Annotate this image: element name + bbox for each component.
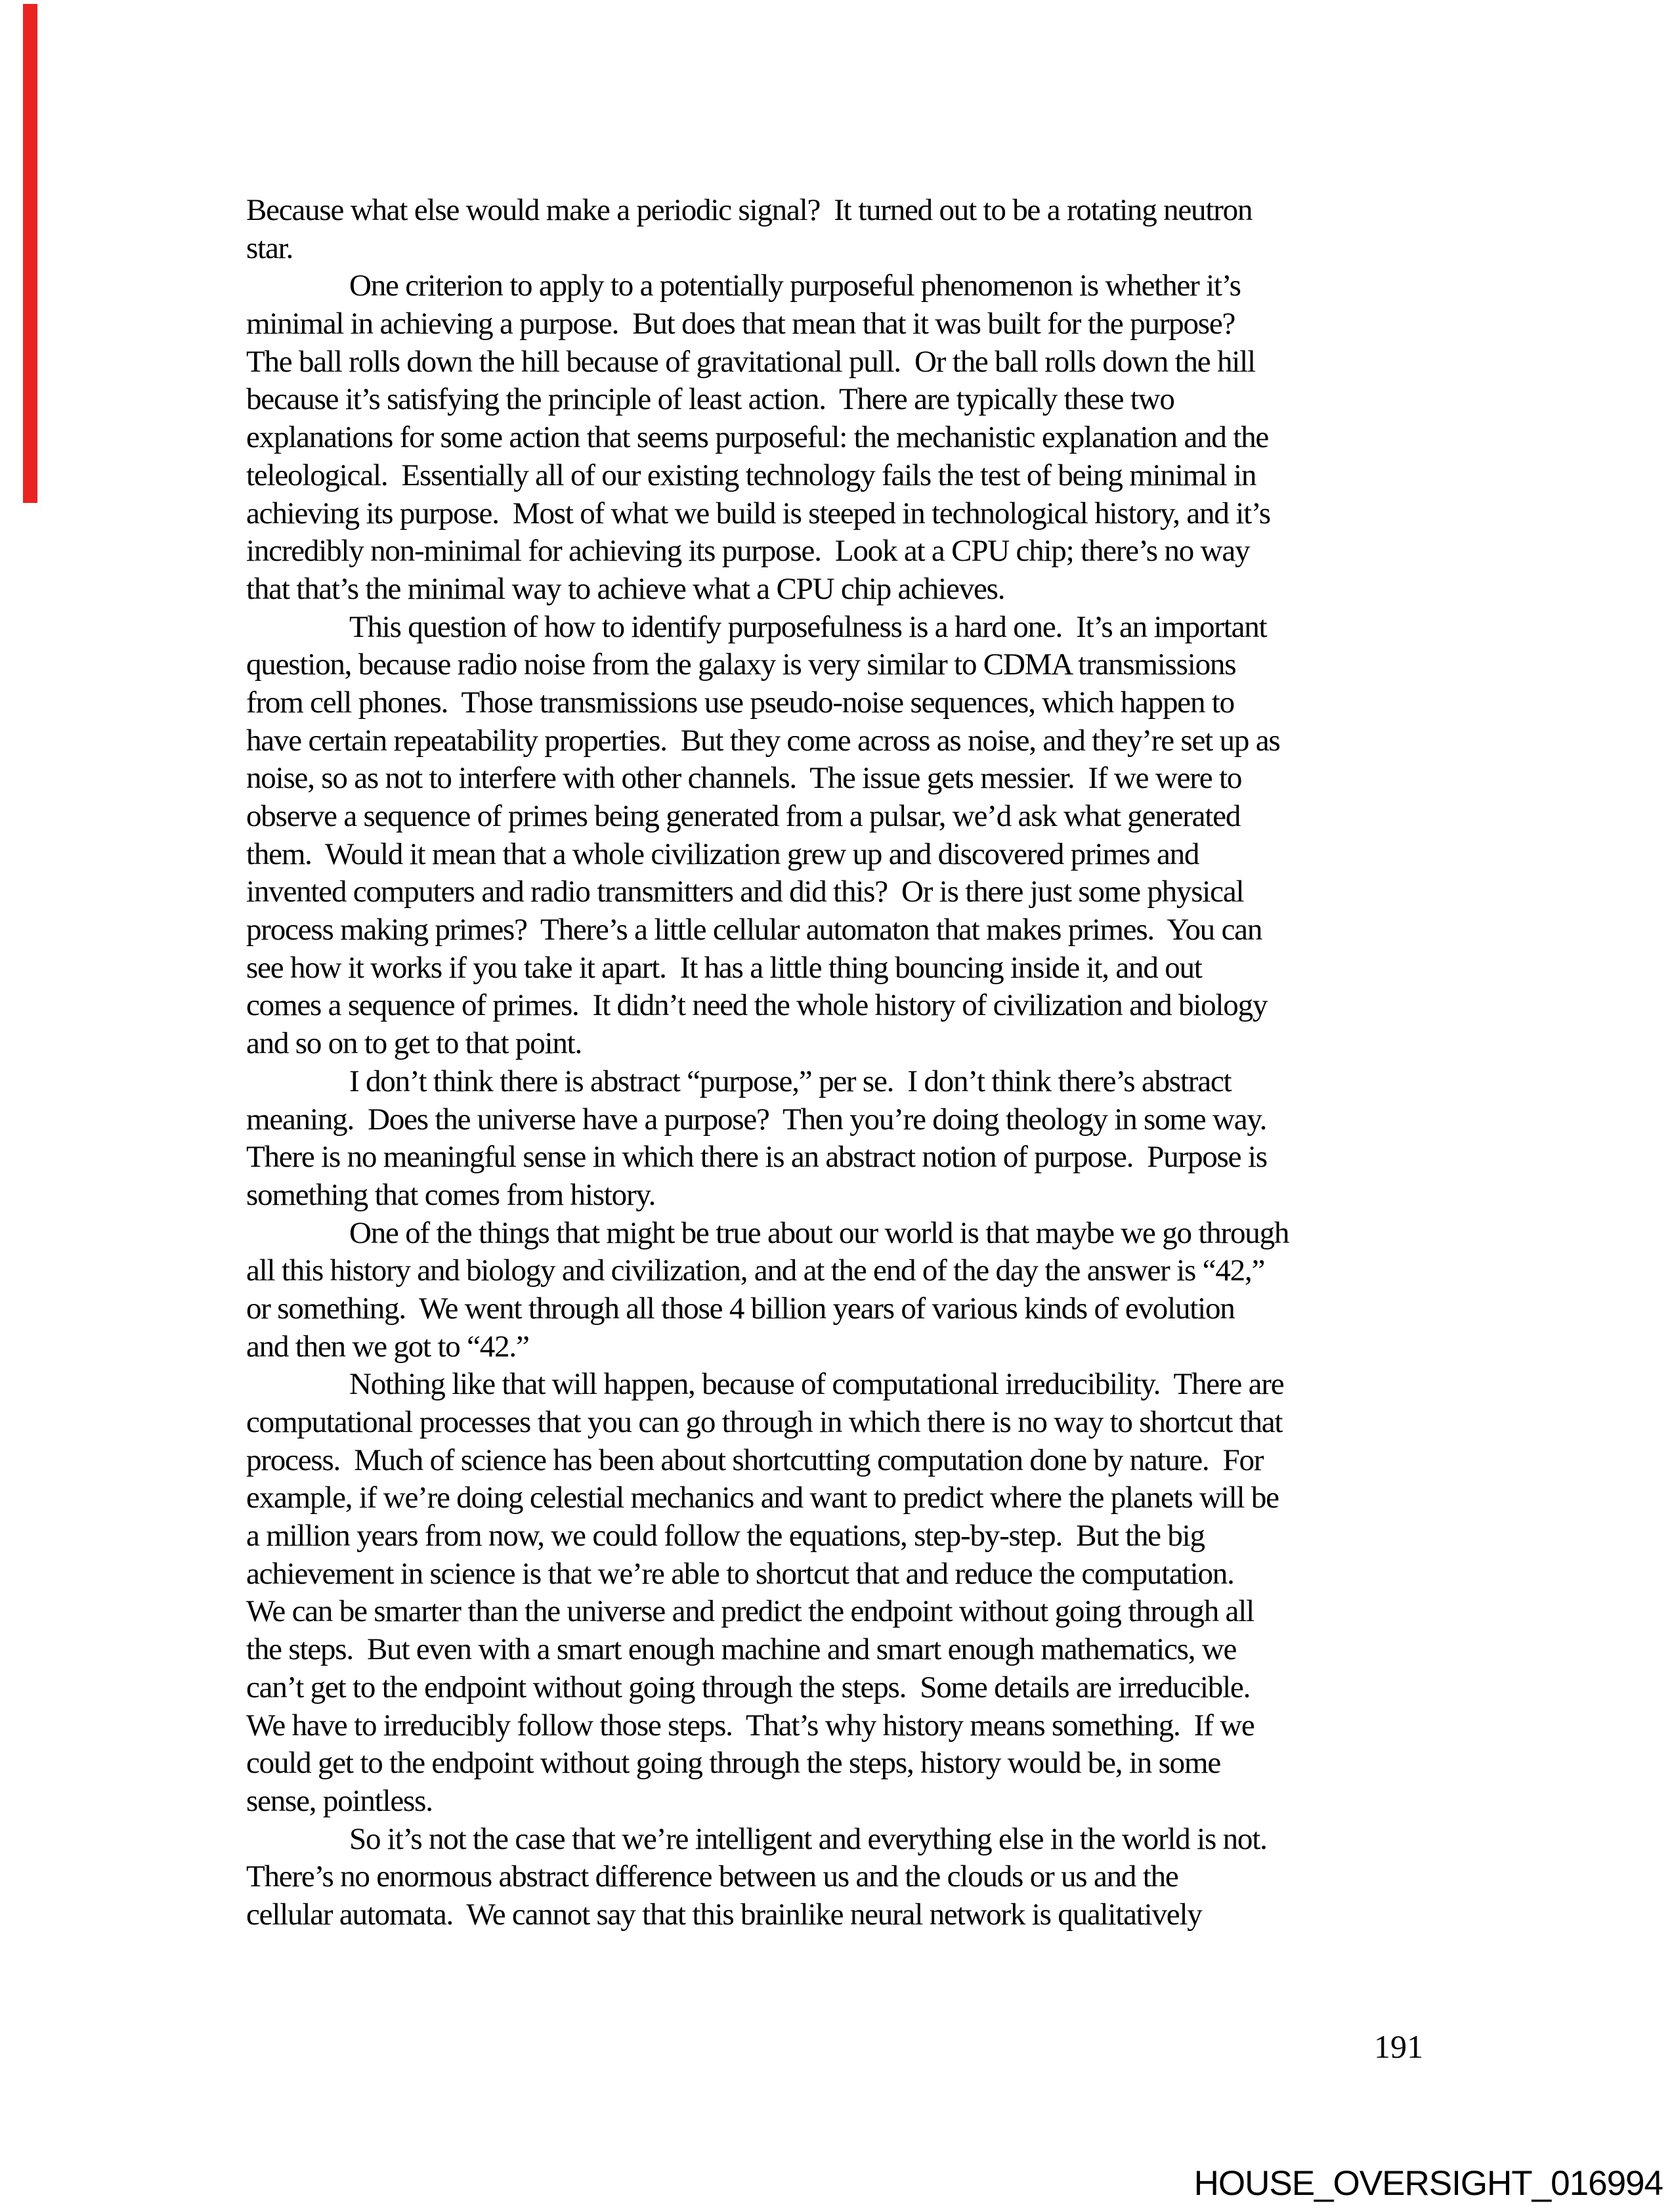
text-line: So it’s not the case that we’re intelligent and everything else in the world is not. xyxy=(349,1821,1267,1856)
text-line: process. Much of science has been about shortcutting computation done by nature. For xyxy=(246,1442,1264,1477)
text-line: noise, so as not to interfere with other channels. The issue gets messier. If we were to xyxy=(246,761,1242,796)
text-line: can’t get to the endpoint without going through the steps. Some details are irreducible. xyxy=(246,1670,1251,1704)
text-line: them. Would it mean that a whole civilization grew up and discovered primes and xyxy=(246,836,1199,871)
text-line: computational processes that you can go through in which there is no way to shortcut that xyxy=(246,1405,1283,1439)
text-line: see how it works if you take it apart. It has a little thing bouncing inside it, and out xyxy=(246,950,1202,985)
text-line: Nothing like that will happen, because of computational irreducibility. There are xyxy=(349,1367,1284,1402)
red-margin-mark xyxy=(23,4,37,503)
text-line: example, if we’re doing celestial mechanics and want to predict where the planets will be xyxy=(246,1481,1279,1515)
text-line: meaning. Does the universe have a purpose? Then you’re doing theology in some way. xyxy=(246,1102,1267,1137)
text-line: There is no meaningful sense in which there is an abstract notion of purpose. Purpose is xyxy=(246,1140,1267,1175)
text-line: cellular automata. We cannot say that this brainlike neural network is qualitatively xyxy=(246,1897,1202,1932)
text-line: I don’t think there is abstract “purpose,” per se. I don’t think there’s abstract xyxy=(349,1064,1232,1098)
text-line: all this history and biology and civilization, and at the end of the day the answer is “42,” xyxy=(246,1253,1265,1288)
text-line: because it’s satisfying the principle of least action. There are typically these two xyxy=(246,382,1174,417)
text-line: One of the things that might be true about our world is that maybe we go through xyxy=(349,1215,1289,1250)
text-line: sense, pointless. xyxy=(246,1783,433,1818)
text-line: minimal in achieving a purpose. But does that mean that it was built for the purpose? xyxy=(246,307,1235,341)
text-line: observe a sequence of primes being generated from a pulsar, we’d ask what generated xyxy=(246,799,1241,833)
text-line: could get to the endpoint without going through the steps, history would be, in some xyxy=(246,1746,1220,1781)
text-line: teleological. Essentially all of our existing technology fails the test of being minimal in xyxy=(246,458,1256,492)
text-line: One criterion to apply to a potentially purposeful phenomenon is whether it’s xyxy=(349,269,1241,303)
text-line: We can be smarter than the universe and predict the endpoint without going through all xyxy=(246,1594,1254,1629)
text-line: or something. We went through all those 4 billion years of various kinds of evolution xyxy=(246,1291,1235,1326)
text-line: comes a sequence of primes. It didn’t need the whole history of civilization and biology xyxy=(246,988,1268,1023)
text-line: have certain repeatability properties. But they come across as noise, and they’re set up as xyxy=(246,723,1280,758)
text-line: achievement in science is that we’re able to shortcut that and reduce the computation. xyxy=(246,1556,1234,1591)
text-line: incredibly non-minimal for achieving its purpose. Look at a CPU chip; there’s no way xyxy=(246,534,1250,569)
text-line: and then we got to “42.” xyxy=(246,1329,529,1364)
bates-stamp: HOUSE_OVERSIGHT_016994 xyxy=(1193,2164,1663,2203)
text-line: achieving its purpose. Most of what we build is steeped in technological history, and it’s xyxy=(246,496,1270,531)
text-line: that that’s the minimal way to achieve what a CPU chip achieves. xyxy=(246,571,1005,606)
text-line: the steps. But even with a smart enough machine and smart enough mathematics, we xyxy=(246,1632,1237,1667)
text-line: The ball rolls down the hill because of gravitational pull. Or the ball rolls down the hill xyxy=(246,344,1255,379)
text-line: from cell phones. Those transmissions use pseudo-noise sequences, which happen to xyxy=(246,685,1234,720)
text-line: something that comes from history. xyxy=(246,1177,656,1212)
text-line: and so on to get to that point. xyxy=(246,1026,582,1061)
page-number: 191 xyxy=(1374,2028,1423,2065)
text-line: Because what else would make a periodic signal? It turned out to be a rotating neutron xyxy=(246,193,1253,227)
text-line: explanations for some action that seems purposeful: the mechanistic explanation and the xyxy=(246,420,1269,455)
text-line: question, because radio noise from the galaxy is very similar to CDMA transmissions xyxy=(246,647,1236,682)
text-line: process making primes? There’s a little cellular automaton that makes primes. You can xyxy=(246,913,1262,947)
text-line: star. xyxy=(246,230,293,265)
text-line: There’s no enormous abstract difference between us and the clouds or us and the xyxy=(246,1859,1178,1894)
text-line: invented computers and radio transmitters and did this? Or is there just some physical xyxy=(246,875,1244,909)
text-line: This question of how to identify purposefulness is a hard one. It’s an important xyxy=(349,609,1267,644)
text-line: We have to irreducibly follow those steps. That’s why history means something. If we xyxy=(246,1708,1255,1743)
text-line: a million years from now, we could follow the equations, step-by-step. But the big xyxy=(246,1519,1205,1553)
body-text xyxy=(246,192,1428,1934)
